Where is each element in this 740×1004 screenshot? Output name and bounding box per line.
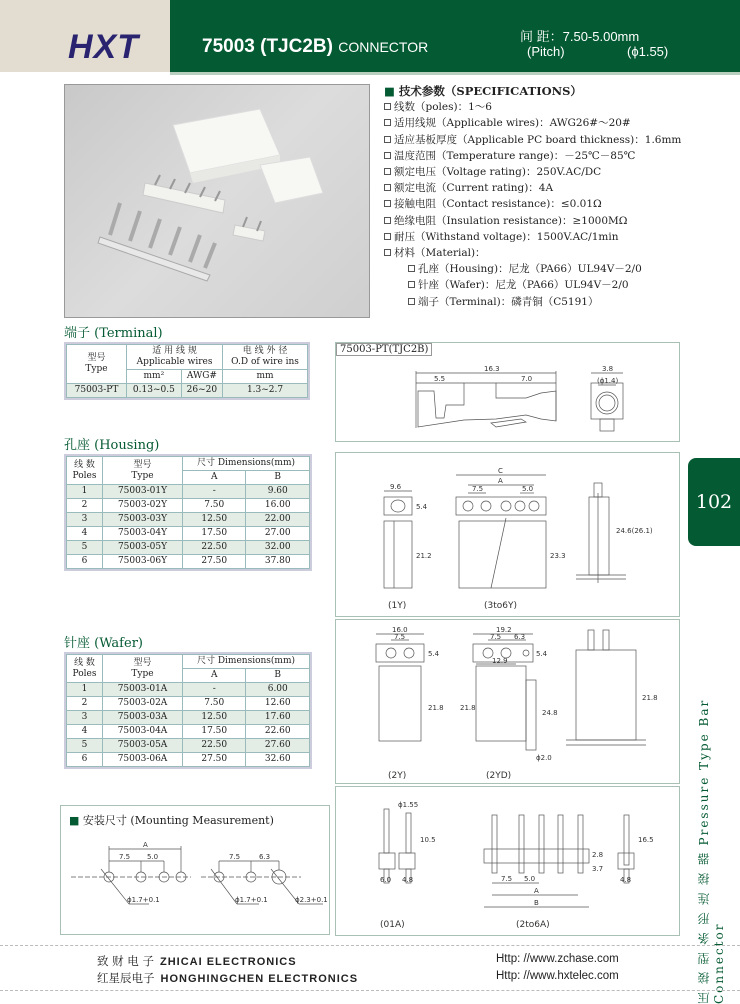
cell-type: 75003-01A xyxy=(103,683,183,697)
label-2to6a: (2to6A) xyxy=(516,920,550,930)
company1-en: ZHICAI ELECTRONICS xyxy=(159,956,297,968)
dim-pin-dia: ϕ1.55 xyxy=(398,801,419,809)
table-row xyxy=(67,753,310,767)
dim-hole-3: ϕ2.3+0.1 xyxy=(295,896,328,904)
table-row xyxy=(67,711,310,725)
th-type-cn: 型号 xyxy=(133,459,152,470)
dim-hole-1: ϕ1.7+0.1 xyxy=(127,896,160,904)
housing-drawing-panel xyxy=(335,452,680,617)
wafer-table-wrap xyxy=(64,652,312,769)
cell-poles: 1 xyxy=(67,485,103,499)
dim-2yd-peg: ϕ2.0 xyxy=(536,754,552,762)
dim-01a-height: 10.5 xyxy=(420,836,436,844)
pitch-label-en: (Pitch) xyxy=(527,44,565,59)
spec-material: 材料（Material)： xyxy=(394,247,486,260)
dim-side-depth: 4.8 xyxy=(620,876,632,884)
cell-poles: 5 xyxy=(67,739,103,753)
cell-poles: 3 xyxy=(67,711,103,725)
dim-pitch-5-0: 5.0 xyxy=(524,875,536,883)
spec-item xyxy=(380,245,681,261)
wafer-title: 针座 (Wafer) xyxy=(64,636,143,651)
cell-a: 22.50 xyxy=(183,739,246,753)
cell-b: 16.00 xyxy=(246,499,310,513)
terminal-table-wrap xyxy=(64,342,310,400)
cell-od: 1.3~2.7 xyxy=(223,384,308,398)
cell-poles: 4 xyxy=(67,725,103,739)
mounting-panel xyxy=(60,805,330,935)
category-label: 压 接 型 条 形 连 接 器 Pressure Type Bar Connector xyxy=(697,698,726,1004)
dim-pitch-3: 7.5 xyxy=(229,853,241,861)
footer-company-1 xyxy=(97,953,297,969)
dim-1y-height: 21.2 xyxy=(416,552,432,560)
th-poles-en: Poles xyxy=(72,668,97,679)
spec-item xyxy=(380,132,681,148)
spec-item xyxy=(380,213,681,229)
th-b: B xyxy=(246,669,310,683)
table-row xyxy=(67,384,308,398)
cell-type: 75003-06Y xyxy=(103,555,183,569)
dim-01a-depth: 4.8 xyxy=(402,876,414,884)
dim-pitch-1: 7.5 xyxy=(119,853,131,861)
cell-b: 22.60 xyxy=(246,725,310,739)
dim-width: 3.8 xyxy=(602,365,614,373)
footer-divider-bottom xyxy=(0,990,740,991)
label-2y: (2Y) xyxy=(388,771,407,781)
label-01a: (01A) xyxy=(380,920,405,930)
cell-poles: 6 xyxy=(67,555,103,569)
th-b: B xyxy=(246,471,310,485)
dim-2yd-body: 12.9 xyxy=(492,657,508,665)
cell-a: 22.50 xyxy=(183,541,246,555)
spec-withstand: 耐压（Withstand voltage)：1500V.AC/1min xyxy=(394,230,619,243)
mounting-heading xyxy=(69,812,274,828)
specs-heading: ■ 技术参数（SPECIFICATIONS） xyxy=(384,84,582,98)
pitch-label-cn: 间 距： xyxy=(520,29,563,44)
th-poles-cn: 线 数 xyxy=(74,459,95,470)
title-sub: CONNECTOR xyxy=(338,39,429,55)
dim-b: B xyxy=(534,899,539,907)
terminal-drawing-label: 75003-PT(TJC2B) xyxy=(336,343,432,356)
dim-2yd-width: 19.2 xyxy=(496,626,512,634)
cell-type: 75003-06A xyxy=(103,753,183,767)
checkbox-icon xyxy=(408,281,415,288)
square-bullet-icon: ■ xyxy=(69,814,80,827)
table-row xyxy=(67,725,310,739)
company2-en: HONGHINGCHEN ELECTRONICS xyxy=(160,973,359,985)
cell-type: 75003-02Y xyxy=(103,499,183,513)
th-poles-cn: 线 数 xyxy=(74,657,95,668)
cell-a: - xyxy=(183,683,246,697)
company2-cn: 红星辰电子 xyxy=(97,971,155,985)
table-row xyxy=(67,697,310,711)
dim-right: 7.0 xyxy=(521,375,533,383)
housing-drawing xyxy=(336,453,679,616)
label-2yd: (2YD) xyxy=(486,771,512,781)
dim-pitch-4: 6.3 xyxy=(259,853,271,861)
cell-poles: 6 xyxy=(67,753,103,767)
th-type-cn: 型号 xyxy=(133,657,152,668)
mounting-drawing xyxy=(61,834,329,934)
spec-item xyxy=(380,99,681,115)
cell-poles: 5 xyxy=(67,541,103,555)
checkbox-icon xyxy=(384,103,391,110)
dim-c: C xyxy=(498,467,503,475)
table-row xyxy=(67,485,310,499)
table-row xyxy=(67,683,310,697)
header-divider xyxy=(170,72,740,75)
label-3to6y: (3to6Y) xyxy=(484,601,518,611)
cell-type: 75003-03Y xyxy=(103,513,183,527)
th-type-en: Type xyxy=(85,364,108,374)
cell-b: 6.00 xyxy=(246,683,310,697)
checkbox-icon xyxy=(384,168,391,175)
specs-heading-text: 技术参数（SPECIFICATIONS） xyxy=(398,84,582,98)
dim-01a-width: 6.0 xyxy=(380,876,392,884)
th-wires-en: Applicable wires xyxy=(136,357,213,367)
checkbox-icon xyxy=(384,233,391,240)
material-housing: 孔座（Housing)：尼龙（PA66）UL94V－2/0 xyxy=(418,263,642,276)
dim-2yd-total: 24.8 xyxy=(542,709,558,717)
spec-current: 额定电流（Current rating)：4A xyxy=(394,182,554,195)
dim-side-height: 24.6(26.1) xyxy=(616,527,653,535)
dim-pitch-7-5: 7.5 xyxy=(501,875,513,883)
cell-b: 32.60 xyxy=(246,753,310,767)
cell-type: 75003-05Y xyxy=(103,541,183,555)
cell-type: 75003-05A xyxy=(103,739,183,753)
cell-type: 75003-PT xyxy=(67,384,127,398)
spec-poles: 线数（poles)：1～6 xyxy=(394,101,492,114)
spec-item xyxy=(380,180,681,196)
dim-body-thickness: 2.8 xyxy=(592,851,604,859)
page-number-tab: 102 xyxy=(688,458,740,546)
cell-a: 7.50 xyxy=(183,499,246,513)
pin-drawing-panel xyxy=(335,786,680,936)
housing-table xyxy=(66,456,310,569)
th-type-en: Type xyxy=(131,668,154,679)
th-dimensions: 尺寸 Dimensions(mm) xyxy=(183,457,310,471)
checkbox-icon xyxy=(384,217,391,224)
checkbox-icon xyxy=(384,119,391,126)
checkbox-icon xyxy=(408,265,415,272)
cell-awg: 26~20 xyxy=(181,384,222,398)
dim-2y-height: 21.8 xyxy=(428,704,444,712)
footer-divider-top xyxy=(0,945,740,946)
th-awg: AWG# xyxy=(181,370,222,384)
spec-item xyxy=(380,115,681,131)
checkbox-icon xyxy=(408,298,415,305)
pin-drawing xyxy=(336,787,679,935)
cell-b: 9.60 xyxy=(246,485,310,499)
spec-item xyxy=(380,148,681,164)
footer-company-2 xyxy=(97,970,358,986)
dim-side-height: 21.8 xyxy=(642,694,658,702)
th-type-en: Type xyxy=(131,470,154,481)
pin-diameter: (ϕ1.55) xyxy=(627,44,669,59)
cell-type: 75003-04A xyxy=(103,725,183,739)
dim-a: A xyxy=(534,887,539,895)
spec-temp: 温度范围（Temperature range)：－25℃－85℃ xyxy=(394,149,636,162)
dim-pitch-7-5: 7.5 xyxy=(472,485,484,493)
dim-2y-width: 16.0 xyxy=(392,626,408,634)
dim-side-height: 16.5 xyxy=(638,836,654,844)
dim-1y-width: 9.6 xyxy=(390,483,402,491)
label-1y: (1Y) xyxy=(388,601,407,611)
dim-hole-2: ϕ1.7+0.1 xyxy=(235,896,268,904)
cell-b: 22.00 xyxy=(246,513,310,527)
cell-b: 27.60 xyxy=(246,739,310,753)
terminal-drawing-panel xyxy=(335,342,680,442)
cell-poles: 3 xyxy=(67,513,103,527)
wafer-drawing-panel xyxy=(335,619,680,784)
th-poles-en: Poles xyxy=(72,470,97,481)
spec-wires: 适用线规（Applicable wires)：AWG26#～20# xyxy=(394,117,631,130)
th-type-cn: 型号 xyxy=(87,353,106,363)
footer-url-2[interactable]: Http: //www.hxtelec.com xyxy=(496,970,619,982)
title-model: 75003 (TJC2B) xyxy=(202,36,333,57)
dim-2y-depth: 5.4 xyxy=(428,650,440,658)
cell-a: - xyxy=(183,485,246,499)
th-mm2: mm² xyxy=(127,370,182,384)
dim-pitch-2: 5.0 xyxy=(147,853,159,861)
spec-insulation: 绝缘电阻（Insulation resistance)：≥1000MΩ xyxy=(394,214,628,227)
th-a: A xyxy=(183,669,246,683)
spec-voltage: 额定电压（Voltage rating)：250V.AC/DC xyxy=(394,166,602,179)
cell-a: 27.50 xyxy=(183,753,246,767)
cell-type: 75003-04Y xyxy=(103,527,183,541)
th-od-en: O.D of wire ins xyxy=(231,357,299,367)
dim-a: A xyxy=(143,841,148,849)
dim-2yd-height: 21.8 xyxy=(460,704,476,712)
th-od-cn: 电 线 外 径 xyxy=(242,346,288,356)
dim-pitch-5-0: 5.0 xyxy=(522,485,534,493)
specifications xyxy=(380,83,681,310)
cell-a: 12.50 xyxy=(183,513,246,527)
th-dimensions: 尺寸 Dimensions(mm) xyxy=(183,655,310,669)
pitch-value: 7.50-5.00mm xyxy=(562,29,640,44)
spec-item xyxy=(380,164,681,180)
product-photo xyxy=(64,84,370,318)
dim-inner: (ϕ1.4) xyxy=(597,377,619,385)
dim-3to6y-height: 23.3 xyxy=(550,552,566,560)
spec-item xyxy=(380,229,681,245)
terminal-drawing xyxy=(336,343,679,441)
th-a: A xyxy=(183,471,246,485)
cell-b: 32.00 xyxy=(246,541,310,555)
table-row xyxy=(67,527,310,541)
page-title xyxy=(202,36,428,58)
cell-a: 17.50 xyxy=(183,527,246,541)
brand-logo: HXT xyxy=(68,28,139,66)
cell-poles: 4 xyxy=(67,527,103,541)
cell-a: 27.50 xyxy=(183,555,246,569)
th-wires-cn: 适 用 线 规 xyxy=(152,346,197,356)
spec-item xyxy=(380,196,681,212)
spec-subitem xyxy=(380,277,681,293)
checkbox-icon xyxy=(384,184,391,191)
spec-board: 适应基板厚度（Applicable PC board thickness)：1.6mm xyxy=(394,133,682,146)
checkbox-icon xyxy=(384,136,391,143)
cell-a: 7.50 xyxy=(183,697,246,711)
table-row xyxy=(67,513,310,527)
table-row xyxy=(67,555,310,569)
spec-subitem xyxy=(380,261,681,277)
dim-2yd-pitch: 7.5 xyxy=(490,633,502,641)
th-mm: mm xyxy=(223,370,308,384)
terminal-table xyxy=(66,344,308,398)
connector-illustration xyxy=(65,85,369,317)
dim-1y-depth: 5.4 xyxy=(416,503,428,511)
dim-left: 5.5 xyxy=(434,375,446,383)
dim-total: 16.3 xyxy=(484,365,500,373)
cell-a: 12.50 xyxy=(183,711,246,725)
table-row xyxy=(67,541,310,555)
checkbox-icon xyxy=(384,152,391,159)
spec-contact: 接触电阻（Contact resistance)：≤0.01Ω xyxy=(394,198,602,211)
cell-type: 75003-01Y xyxy=(103,485,183,499)
housing-table-wrap xyxy=(64,454,312,571)
dim-a: A xyxy=(498,477,503,485)
dim-2yd-pitch-2: 6.3 xyxy=(514,633,526,641)
housing-title: 孔座 (Housing) xyxy=(64,438,160,453)
cell-type: 75003-03A xyxy=(103,711,183,725)
cell-mm2: 0.13~0.5 xyxy=(127,384,182,398)
checkbox-icon xyxy=(384,249,391,256)
company1-cn: 致 财 电 子 xyxy=(97,954,154,968)
terminal-title: 端子 (Terminal) xyxy=(64,326,163,341)
table-row xyxy=(67,499,310,513)
cell-poles: 1 xyxy=(67,683,103,697)
checkbox-icon xyxy=(384,200,391,207)
mounting-title: 安装尺寸 (Mounting Measurement) xyxy=(82,814,274,827)
wafer-table xyxy=(66,654,310,767)
dim-2y-pitch: 7.5 xyxy=(394,633,406,641)
cell-type: 75003-02A xyxy=(103,697,183,711)
dim-2yd-depth: 5.4 xyxy=(536,650,548,658)
spec-subitem xyxy=(380,294,681,310)
table-row xyxy=(67,739,310,753)
dim-pin-below: 3.7 xyxy=(592,865,604,873)
cell-b: 27.00 xyxy=(246,527,310,541)
material-terminal: 端子（Terminal)：磷青铜（C5191） xyxy=(418,295,599,308)
cell-poles: 2 xyxy=(67,499,103,513)
wafer-drawing xyxy=(336,620,679,783)
pitch-spec xyxy=(520,26,639,45)
cell-a: 17.50 xyxy=(183,725,246,739)
footer-url-1[interactable]: Http: //www.zchase.com xyxy=(496,953,619,965)
material-wafer: 针座（Wafer)：尼龙（PA66）UL94V－2/0 xyxy=(418,279,629,292)
cell-b: 37.80 xyxy=(246,555,310,569)
cell-b: 12.60 xyxy=(246,697,310,711)
cell-poles: 2 xyxy=(67,697,103,711)
cell-b: 17.60 xyxy=(246,711,310,725)
